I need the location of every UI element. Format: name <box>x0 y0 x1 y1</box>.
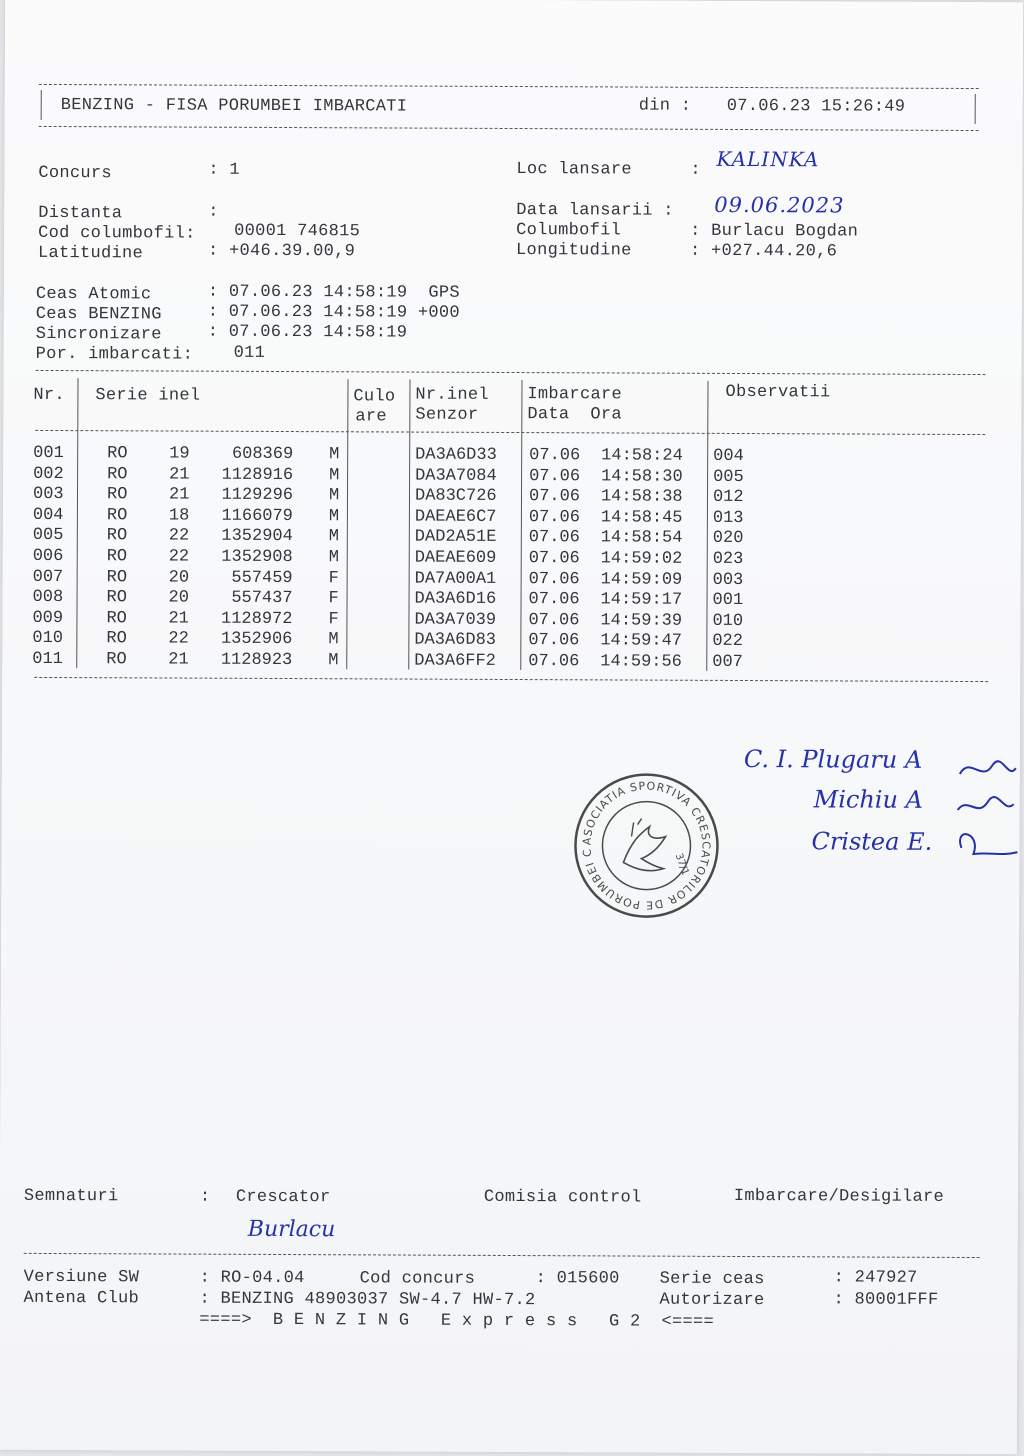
cell-sex: F <box>328 589 339 609</box>
cell-ora: 14:59:39 <box>600 611 683 631</box>
cell-obs: 003 <box>712 570 744 590</box>
date-label: din : <box>638 96 692 116</box>
cell-tara: RO <box>106 629 127 649</box>
cell-inel: 1166079 <box>221 506 293 526</box>
cell-sex: M <box>328 651 339 671</box>
cell-tara: RO <box>106 485 128 505</box>
form-title: BENZING - FISA PORUMBEI IMBARCATI <box>60 96 408 117</box>
data-lansarii-value: 09.06.2023 <box>714 192 845 218</box>
cell-obs: 001 <box>712 591 744 611</box>
cell-senzor: DA3A6D16 <box>414 589 497 610</box>
cell-nr: 009 <box>32 608 64 628</box>
longitudine-value: : +027.44.20,6 <box>690 241 838 262</box>
commission-member-1: C. I. Plugaru A <box>743 745 923 774</box>
versiune-sw-value: : RO-04.04 <box>199 1268 305 1289</box>
cell-sex: M <box>328 527 340 547</box>
table-top-rule <box>36 370 986 375</box>
loc-lansare-sep: : <box>690 160 701 180</box>
col-header-imbarcare: Imbarcare <box>527 385 623 405</box>
serie-ceas-value: : 247927 <box>833 1268 918 1288</box>
cell-ora: 14:59:56 <box>600 652 682 672</box>
cod-concurs-label: Cod concurs <box>359 1269 476 1289</box>
cell-data: 07.06 <box>528 507 580 528</box>
header-right-bar <box>975 94 976 124</box>
cell-nr: 007 <box>32 567 64 587</box>
cell-data: 07.06 <box>528 487 581 507</box>
cell-senzor: DAEAE6C7 <box>414 507 497 527</box>
cell-obs: 004 <box>713 446 744 467</box>
cell-an: 21 <box>169 465 190 485</box>
cell-sex: M <box>328 630 339 650</box>
cell-nr: 004 <box>32 505 64 525</box>
signature-boarding-label: Imbarcare/Desigilare <box>733 1186 945 1207</box>
cell-sex: M <box>328 507 340 527</box>
cell-senzor: DA3A6D83 <box>414 630 497 651</box>
cell-inel: 557437 <box>231 588 293 609</box>
association-stamp <box>571 770 722 921</box>
header-left-bar <box>41 90 42 120</box>
cell-tara: RO <box>106 506 128 526</box>
cell-ora: 14:59:47 <box>600 631 683 652</box>
cell-senzor: DA3A7039 <box>414 610 497 630</box>
commission-member-3: Cristea E. <box>811 827 933 856</box>
header-bottom-rule <box>39 126 979 131</box>
cell-obs: 022 <box>712 632 744 652</box>
signatures-label: Semnaturi <box>23 1186 119 1207</box>
cell-inel: 608369 <box>231 444 294 465</box>
col-header-culo: Culo <box>353 387 396 407</box>
cell-obs: 020 <box>712 529 744 549</box>
cell-inel: 1352908 <box>221 547 293 568</box>
cod-columbofil-value: 00001 746815 <box>234 221 361 242</box>
col-header-nrinel: Nr.inel <box>415 385 489 405</box>
cell-tara: RO <box>106 567 128 587</box>
cell-inel: 1128972 <box>221 609 293 629</box>
ceas-atomic-label: Ceas Atomic <box>35 284 152 305</box>
cell-data: 07.06 <box>528 652 580 672</box>
cell-senzor: DA7A00A1 <box>414 569 497 589</box>
cell-inel: 1352904 <box>221 527 293 547</box>
cell-data: 07.06 <box>529 466 581 486</box>
cell-senzor: DA3A6FF2 <box>414 651 496 671</box>
cell-ora: 14:58:45 <box>600 508 683 528</box>
cell-tara: RO <box>106 609 127 629</box>
concurs-label: Concurs <box>38 163 112 184</box>
cell-sex: M <box>328 548 339 568</box>
benzing-banner: ====> B E N Z I N G E x p r e s s G 2 <==== <box>199 1310 715 1332</box>
por-imbarcati-label: Por. imbarcati: <box>35 344 194 365</box>
cell-ora: 14:59:02 <box>600 549 683 569</box>
cell-senzor: DAD2A51E <box>414 527 497 548</box>
cell-ora: 14:58:24 <box>601 446 683 466</box>
latitudine-value: : +046.39.00,9 <box>208 241 356 262</box>
cell-an: 22 <box>168 629 189 649</box>
sincronizare-value: : 07.06.23 14:58:19 <box>207 322 408 343</box>
cell-senzor: DA83C726 <box>414 486 497 507</box>
cell-data: 07.06 <box>528 610 580 631</box>
col-header-are: are <box>355 407 387 427</box>
col-header-nr: Nr. <box>33 385 65 406</box>
cell-an: 21 <box>168 650 189 670</box>
cell-tara: RO <box>107 444 128 464</box>
cell-data: 07.06 <box>528 528 580 548</box>
longitudine-label: Longitudine <box>516 241 632 261</box>
antena-club-value: : BENZING 48903037 SW-4.7 HW-7.2 <box>199 1289 536 1311</box>
cell-obs: 023 <box>712 549 744 570</box>
cell-data: 07.06 <box>528 569 580 589</box>
cod-columbofil-label: Cod columbofil: <box>38 223 196 244</box>
sincronizare-label: Sincronizare <box>35 324 162 345</box>
table-bottom-rule <box>34 677 988 682</box>
cell-inel: 557459 <box>231 568 293 588</box>
cell-inel: 1352906 <box>220 630 293 650</box>
commission-signatures-scribble <box>951 752 1022 872</box>
cell-nr: 003 <box>32 485 64 505</box>
distanta-label: Distanta <box>38 203 123 224</box>
cell-nr: 006 <box>32 546 64 567</box>
autorizare-value: : 80001FFF <box>833 1290 939 1310</box>
cell-nr: 005 <box>32 526 64 546</box>
cell-ora: 14:59:17 <box>600 590 683 610</box>
cell-obs: 012 <box>712 488 744 508</box>
signature-commission-label: Comisia control <box>483 1187 642 1208</box>
columbofil-label: Columbofil <box>516 221 622 241</box>
loc-lansare-label: Loc lansare <box>516 160 632 180</box>
cell-sex: M <box>328 486 340 506</box>
col-header-serie: Serie inel <box>95 386 201 406</box>
cell-obs: 010 <box>712 611 744 631</box>
cell-sex: F <box>328 568 339 588</box>
ceas-atomic-value: : 07.06.23 14:58:19 GPS <box>207 282 460 303</box>
cell-ora: 14:58:30 <box>601 466 683 487</box>
cell-an: 22 <box>168 547 190 567</box>
cell-ora: 14:58:54 <box>600 528 683 549</box>
col-header-senzor: Senzor <box>415 405 479 425</box>
cell-sex: F <box>328 609 339 630</box>
versiune-sw-label: Versiune SW <box>23 1267 140 1288</box>
cell-tara: RO <box>106 650 127 670</box>
cell-data: 07.06 <box>529 446 581 466</box>
cell-an: 21 <box>168 609 189 629</box>
cell-tara: RO <box>106 588 128 608</box>
distanta-value: : <box>208 202 219 222</box>
cell-data: 07.06 <box>528 631 580 651</box>
cell-ora: 14:59:09 <box>600 569 683 590</box>
cell-an: 19 <box>169 444 190 464</box>
cell-data: 07.06 <box>528 549 580 569</box>
col-header-data-ora: Data Ora <box>527 405 622 425</box>
ceas-benzing-value: : 07.06.23 14:58:19 +000 <box>207 302 460 323</box>
cell-an: 20 <box>168 588 190 608</box>
data-lansarii-label: Data lansarii : <box>516 201 674 221</box>
col-header-observatii: Observatii <box>725 382 831 403</box>
cell-sex: M <box>329 465 340 485</box>
por-imbarcati-value: 011 <box>233 343 266 363</box>
table-header-rule <box>35 430 985 435</box>
cell-an: 22 <box>168 526 190 546</box>
cell-nr: 011 <box>32 649 63 670</box>
cell-ora: 14:58:38 <box>600 487 683 507</box>
cell-data: 07.06 <box>528 590 580 610</box>
cell-senzor: DAEAE609 <box>414 548 497 568</box>
header-top-rule <box>39 84 979 89</box>
cell-inel: 1128923 <box>220 650 293 671</box>
cell-senzor: DA3A7084 <box>415 466 497 486</box>
cell-tara: RO <box>106 526 128 546</box>
cell-senzor: DA3A6D33 <box>415 445 497 465</box>
cell-an: 18 <box>168 506 190 526</box>
cell-tara: RO <box>107 464 128 484</box>
footer-top-rule <box>24 1253 980 1258</box>
cod-concurs-value: : 015600 <box>535 1269 620 1289</box>
commission-member-2: Michiu A <box>813 785 923 814</box>
cell-inel: 1128916 <box>221 465 294 485</box>
cell-an: 21 <box>168 485 190 505</box>
table-row <box>2 650 1020 674</box>
signature-breeder-label: Crescator <box>235 1187 331 1208</box>
autorizare-label: Autorizare <box>659 1290 765 1311</box>
stamp-number: 37/1 <box>672 852 691 877</box>
latitudine-label: Latitudine <box>38 243 144 264</box>
cell-tara: RO <box>106 547 128 567</box>
cell-an: 20 <box>168 568 190 588</box>
antena-club-label: Antena Club <box>23 1288 140 1309</box>
stamp-ring-text: ASOCIATIA SPORTIVA CRESCATORILOR DE PORUMBEI COLUMBOFILA <box>580 779 713 912</box>
cell-obs: 007 <box>712 652 743 673</box>
cell-inel: 1129296 <box>221 485 294 506</box>
print-date: 07.06.23 15:26:49 <box>726 96 906 117</box>
ceas-benzing-label: Ceas BENZING <box>35 304 162 325</box>
cell-nr: 010 <box>32 629 64 649</box>
cell-sex: M <box>329 445 340 465</box>
cell-nr: 002 <box>33 464 64 484</box>
signatures-sep: : <box>199 1187 211 1207</box>
cell-nr: 008 <box>32 588 64 608</box>
cell-obs: 005 <box>713 467 744 487</box>
columbofil-value: : Burlacu Bogdan <box>690 221 859 242</box>
breeder-signature: Burlacu <box>247 1216 336 1243</box>
cell-nr: 001 <box>33 443 64 464</box>
loc-lansare-value: KALINKA <box>716 146 820 172</box>
cell-obs: 013 <box>712 508 744 528</box>
concurs-value: : 1 <box>208 160 240 180</box>
serie-ceas-label: Serie ceas <box>659 1269 765 1290</box>
